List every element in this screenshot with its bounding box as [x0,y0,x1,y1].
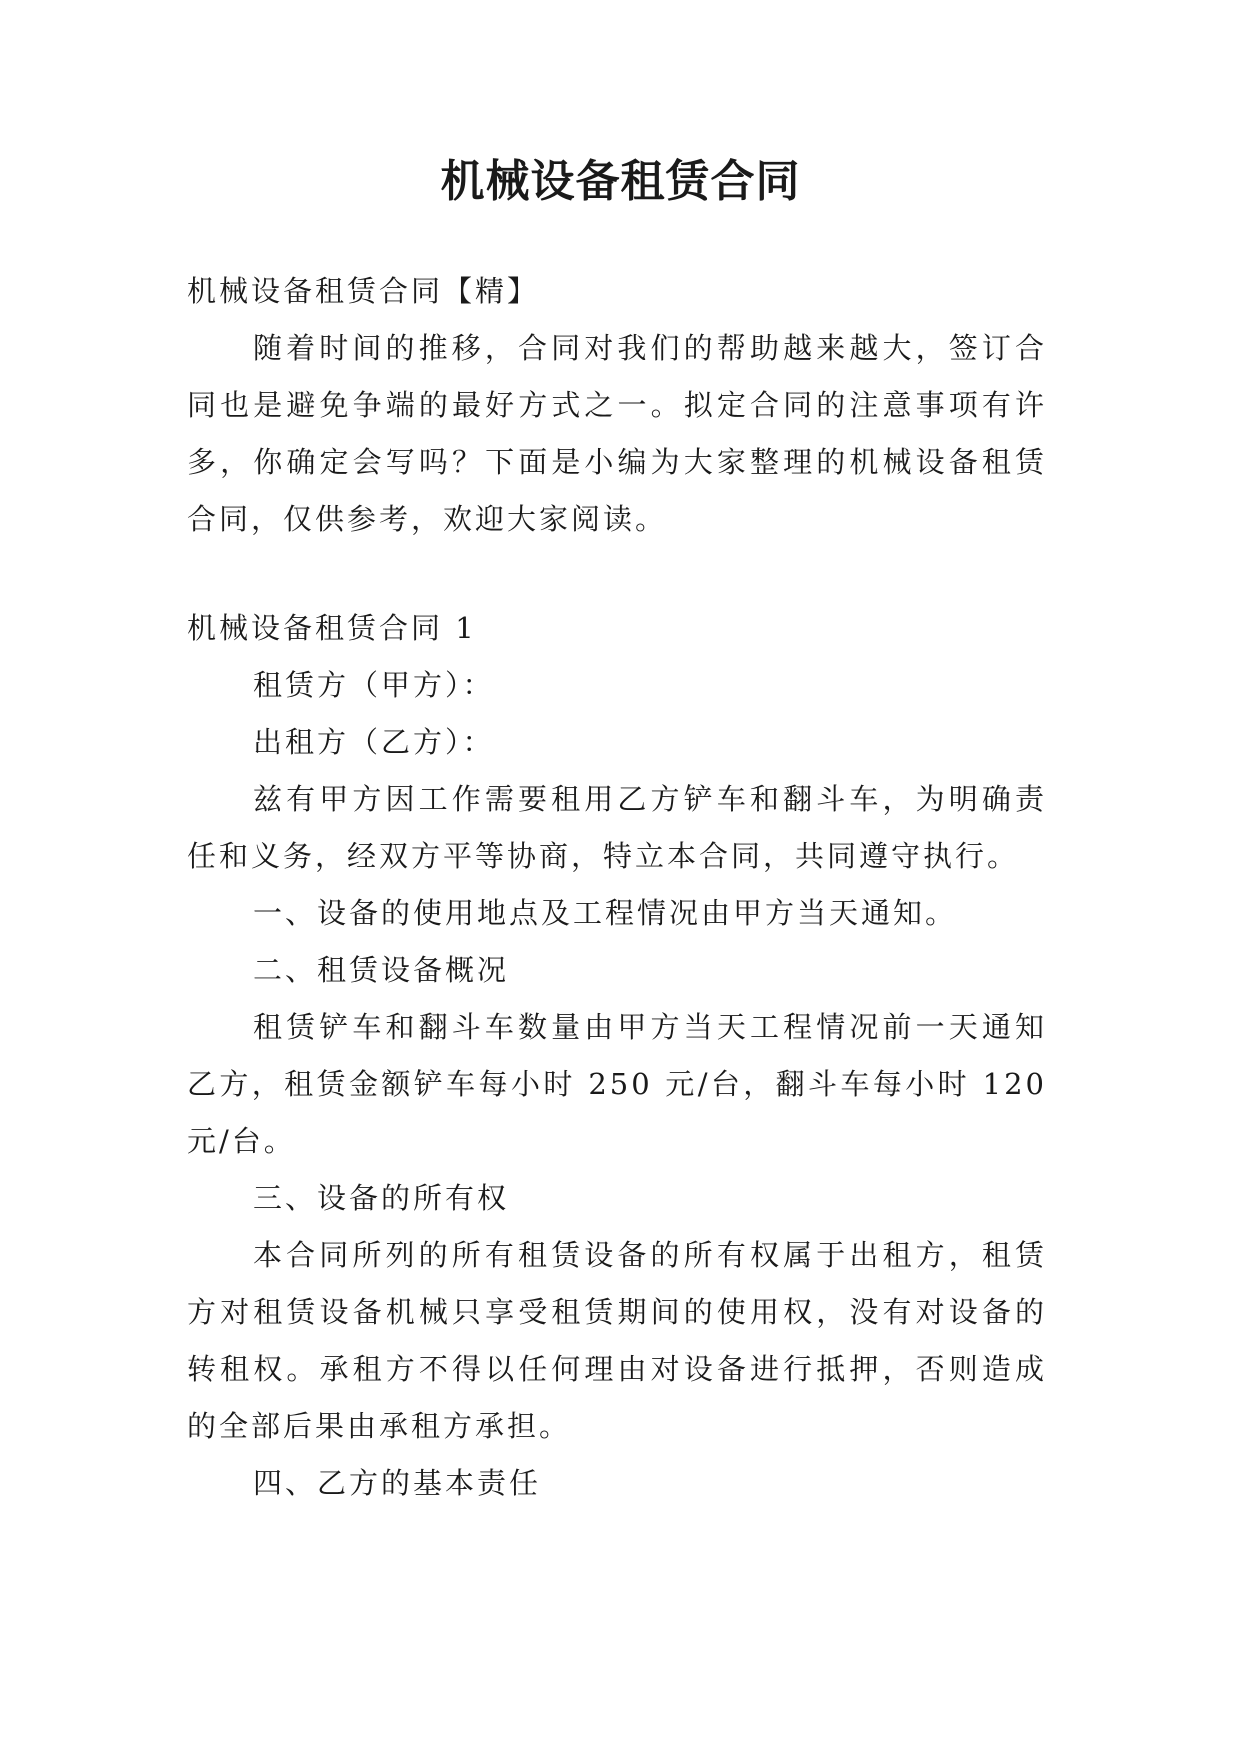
lessor-line: 出租方（乙方）： [253,725,495,759]
clause-3-text: 本合同所列的所有租赁设备的所有权属于出租方，租赁方对租赁设备机械只享受租赁期间的使用权，没有对设备的转租权。承租方不得以任何理由对设备进行抵押，否则造成的全部后果由承租方承担。 [187,1238,1047,1443]
clause-3-heading: 三、设备的所有权 [253,1181,510,1215]
clause-2-text: 租赁铲车和翻斗车数量由甲方当天工程情况前一天通知乙方，租赁金额铲车每小时 250 元/台，翻斗车每小时 120 元/台。 [187,1010,1047,1158]
document-body [187,263,1047,1512]
intro-heading: 机械设备租赁合同【精】 [187,274,540,308]
clause-2-heading: 二、租赁设备概况 [253,953,510,987]
clause-1: 一、设备的使用地点及工程情况由甲方当天通知。 [253,896,958,930]
clause-4-heading: 四、乙方的基本责任 [253,1466,542,1500]
section-spacer [187,548,1047,600]
preamble-paragraph: 兹有甲方因工作需要租用乙方铲车和翻斗车，为明确责任和义务，经双方平等协商，特立本合同，共同遵守执行。 [187,782,1047,873]
section-heading: 机械设备租赁合同 1 [187,611,477,645]
intro-paragraph: 随着时间的推移，合同对我们的帮助越来越大，签订合同也是避免争端的最好方式之一。拟定合同的注意事项有许多，你确定会写吗？下面是小编为大家整理的机械设备租赁合同，仅供参考，欢迎大家阅读。 [187,331,1047,536]
document-title: 机械设备租赁合同 [440,156,801,207]
lessee-line: 租赁方（甲方）： [253,668,495,702]
